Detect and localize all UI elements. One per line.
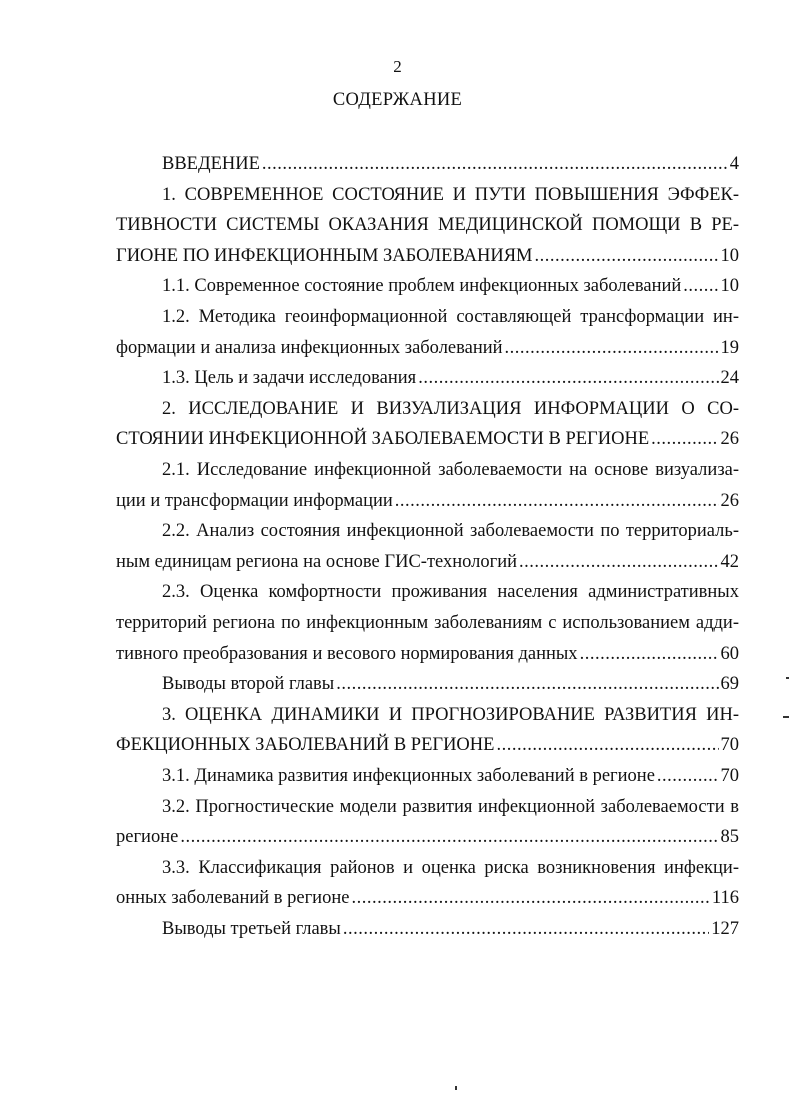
toc-leader-dots [395, 486, 719, 516]
toc-entry-line-with-page [162, 914, 739, 944]
toc-entry-text: 3.1. Динамика развития инфекционных заболеваний в регионе [162, 766, 655, 786]
toc-entry-line-with-page [116, 883, 739, 913]
toc-leader-dots [657, 761, 719, 791]
toc-page-number: 10 [720, 245, 739, 266]
page-title: СОДЕРЖАНИЕ [332, 90, 463, 110]
toc-leader-dots [343, 914, 709, 944]
toc-page-number: 10 [720, 276, 739, 297]
toc-entry-text: 3.3. Классификация районов и оценка риска возникновения инфекци- [162, 857, 739, 878]
toc-page-number: 85 [720, 827, 739, 848]
toc-page-number: 60 [720, 643, 739, 664]
toc-entry-line-with-page [116, 730, 739, 760]
toc-page-number: 26 [720, 490, 739, 511]
toc-entry-line-with-page [116, 486, 739, 516]
toc-entry-text: 1.2. Методика геоинформационной составляющей трансформации ин- [162, 307, 739, 327]
toc-entry-line-with-page [116, 424, 739, 454]
toc-leader-dots [505, 333, 719, 363]
toc-entry-text: 2. ИССЛЕДОВАНИЕ И ВИЗУАЛИЗАЦИЯ ИНФОРМАЦИИ О СО- [162, 398, 739, 419]
toc-entry-text: онных заболеваний в регионе [116, 888, 350, 909]
toc-entry-line-with-page [116, 333, 739, 363]
toc-page-number: 69 [720, 674, 739, 695]
toc-entry-text: ции и трансформации информации [116, 490, 393, 511]
toc-entry-text: территорий региона по инфекционным заболеваниям с использованием адди- [116, 613, 739, 633]
toc-entry-line-with-page [162, 669, 739, 699]
toc-entry-text: 1.1. Современное состояние проблем инфекционных заболеваний [162, 276, 682, 297]
scan-mark [455, 1086, 457, 1090]
toc-entry-line-with-page [116, 547, 739, 577]
toc-entry-text: 3. ОЦЕНКА ДИНАМИКИ И ПРОГНОЗИРОВАНИЕ РАЗВИТИЯ ИН- [162, 704, 739, 725]
toc-entry-line-with-page [116, 241, 739, 271]
scan-mark [783, 716, 789, 718]
scan-mark [786, 677, 789, 679]
toc-entry-text: 2.1. Исследование инфекционной заболеваемости на основе визуализа- [162, 460, 739, 480]
toc-leader-dots [519, 547, 718, 577]
toc-entry-text: Выводы третьей главы [162, 919, 341, 939]
toc-entry-line-with-page [116, 639, 739, 669]
toc-entry-line-with-page [162, 363, 739, 393]
toc-entry-text: формации и анализа инфекционных заболеваний [116, 337, 503, 358]
toc-page-number: 70 [720, 735, 739, 756]
toc-entry-text: Выводы второй главы [162, 674, 335, 695]
toc-leader-dots [651, 424, 718, 454]
toc-entry-text: 2.2. Анализ состояния инфекционной заболеваемости по территориаль- [162, 521, 739, 542]
toc-page-number: 127 [711, 919, 739, 939]
toc-page-number: 26 [720, 429, 739, 450]
toc-entry-text: 2.3. Оценка комфортности проживания населения административных [162, 582, 739, 603]
toc-entry-text: 3.2. Прогностические модели развития инфекционной заболеваемости в [162, 796, 739, 817]
toc-entry-text: тивного преобразования и весового нормирования данных [116, 643, 578, 664]
toc-leader-dots [180, 822, 718, 852]
toc-entry-text: ФЕКЦИОННЫХ ЗАБОЛЕВАНИЙ В РЕГИОНЕ [116, 735, 495, 756]
toc-page-number: 19 [720, 337, 739, 358]
toc-page-number: 70 [720, 766, 739, 786]
toc-page-number: 42 [720, 551, 739, 572]
toc-leader-dots [351, 883, 709, 913]
toc-leader-dots [580, 639, 719, 669]
toc-entry-text: регионе [116, 827, 179, 848]
toc-entry-text: 1. СОВРЕМЕННОЕ СОСТОЯНИЕ И ПУТИ ПОВЫШЕНИЯ ЭФФЕК- [162, 184, 739, 205]
toc-page-number: 24 [720, 368, 739, 389]
toc-leader-dots [336, 669, 718, 699]
toc-entry-line-with-page [116, 822, 739, 852]
page-number: 2 [393, 57, 402, 76]
toc-entry-text: ным единицам региона на основе ГИС-технологий [116, 551, 518, 572]
toc-leader-dots [262, 149, 728, 179]
toc-page-number: 116 [711, 888, 739, 909]
toc-entry-text: 1.3. Цель и задачи исследования [162, 368, 417, 389]
toc-entry-text: ГИОНЕ ПО ИНФЕКЦИОННЫМ ЗАБОЛЕВАНИЯМ [116, 245, 533, 266]
toc-entry-line-with-page [162, 149, 739, 179]
toc-entry-text: ВВЕДЕНИЕ [162, 154, 260, 174]
toc-leader-dots [496, 730, 718, 760]
toc-page-number: 4 [729, 154, 739, 174]
toc-leader-dots [683, 271, 718, 301]
toc-entry-line-with-page [162, 761, 739, 791]
toc-leader-dots [418, 363, 718, 393]
toc-leader-dots [535, 241, 719, 271]
toc-entry-line-with-page [162, 271, 739, 301]
toc-entry-text: ТИВНОСТИ СИСТЕМЫ ОКАЗАНИЯ МЕДИЦИНСКОЙ ПОМОЩИ В РЕ- [116, 215, 739, 236]
toc-entry-text: СТОЯНИИ ИНФЕКЦИОННОЙ ЗАБОЛЕВАЕМОСТИ В РЕГИОНЕ [116, 429, 650, 450]
